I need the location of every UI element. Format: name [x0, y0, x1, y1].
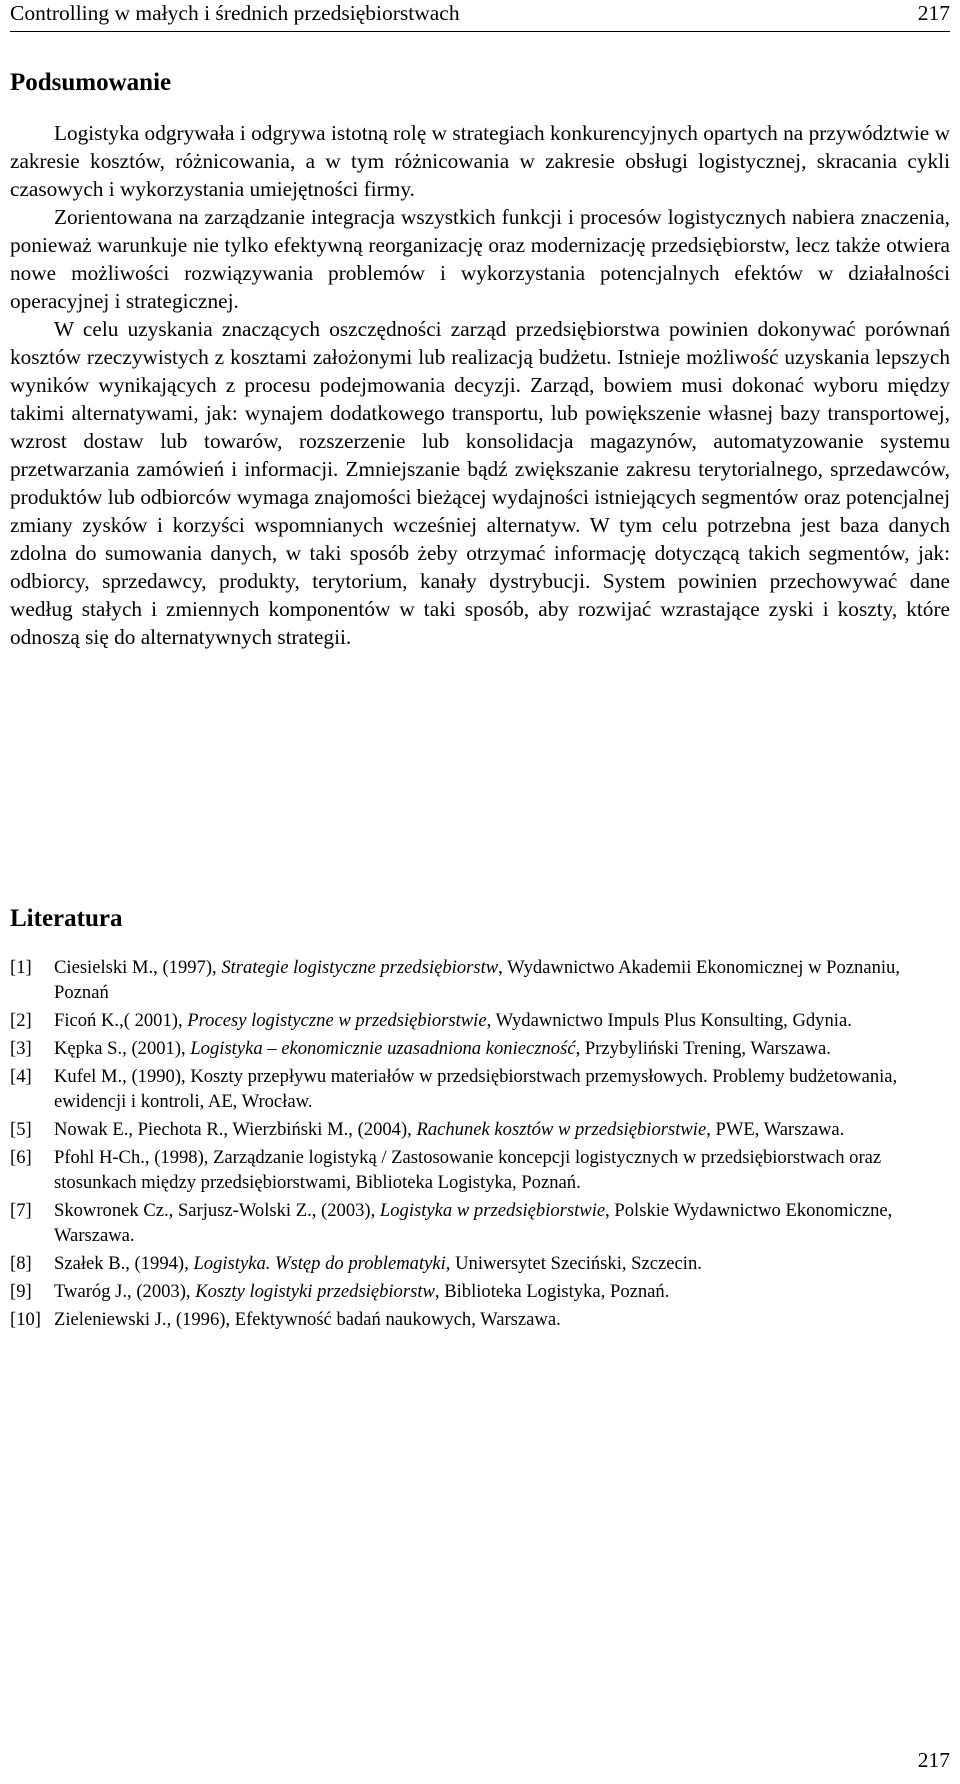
reference-text: Nowak E., Piechota R., Wierzbiński M., (2004),: [54, 1119, 417, 1140]
running-header-title: Controlling w małych i średnich przedsiębiorstwach: [10, 1, 460, 25]
summary-paragraph-1: Logistyka odgrywała i odgrywa istotną rolę w strategiach konkurencyjnych opartych na przywództwie w zakresie kosztów, różnicowania, a w tym różnicowania w zakresie obsługi logistycznej, skracania cykli czasowych i wykorzystania umiejętności firmy.: [10, 121, 950, 201]
reference-text: Ciesielski M., (1997),: [54, 957, 222, 978]
reference-details: , Wydawnictwo Impuls Plus Konsulting, Gdynia.: [486, 1010, 852, 1031]
reference-label: [5]: [10, 1119, 32, 1140]
reference-item: [10, 1145, 950, 1195]
reference-details: , Uniwersytet Szeciński, Szczecin.: [445, 1253, 702, 1274]
summary-paragraph-3: W celu uzyskania znaczących oszczędności zarząd przedsiębiorstwa powinien dokonywać porównań kosztów rzeczywistych z kosztami założonymi lub realizacją budżetu. Istnieje możliwość uzyskania lepszych wyników wynikających z procesu podejmowania decyzji. Zarząd, bowiem musi dokonać wyboru między takimi alternatywami, jak: wynajem dodatkowego transportu, lub powiększenie własnej bazy transportowej, wzrost dostaw lub towarów, rozszerzenie lub konsolidacja magazynów, automatyzowanie systemu przetwarzania zamówień i informacji. Zmniejszanie bądź zwiększanie zakresu terytorialnego, sprzedawców, produktów lub odbiorców wymaga znajomości bieżącej wydajności istniejących segmentów oraz potencjalnej zmiany zysków i korzyści wspomnianych wcześniej alternatyw. W tym celu potrzebna jest baza danych zdolna do sumowania danych, w taki sposób żeby otrzymać informację dotyczącą takich segmentów, jak: odbiorcy, sprzedawcy, produkty, terytorium, kanały dystrybucji. System powinien przechowywać dane według stałych i zmiennych komponentów w taki sposób, aby rozwijać wzrastające zyski i koszty, które odnoszą się do alternatywnych strategii.: [10, 317, 950, 649]
reference-details: , Biblioteka Logistyka, Poznań.: [434, 1281, 670, 1302]
section-title-summary: Podsumowanie: [10, 69, 172, 96]
reference-title: Logistyka. Wstęp do problematyki: [193, 1253, 446, 1274]
reference-details: , PWE, Warszawa.: [706, 1119, 845, 1140]
reference-label: [3]: [10, 1038, 32, 1059]
reference-text: Zieleniewski J., (1996), Efektywność badań naukowych, Warszawa.: [54, 1309, 561, 1330]
reference-item: [10, 1198, 950, 1248]
reference-item: [10, 1307, 950, 1332]
reference-text: Twaróg J., (2003),: [54, 1281, 196, 1302]
reference-item: [10, 1036, 950, 1061]
reference-label: [9]: [10, 1281, 32, 1302]
reference-label: [10]: [10, 1309, 41, 1330]
reference-details: , Polskie Wydawnictwo Ekonomiczne, Warszawa.: [54, 1200, 893, 1246]
reference-item: [10, 1117, 950, 1142]
reference-list: [10, 955, 950, 1332]
reference-text: Szałek B., (1994),: [54, 1253, 194, 1274]
reference-item: [10, 1008, 950, 1033]
reference-title: Logistyka – ekonomicznie uzasadniona konieczność: [190, 1038, 576, 1059]
summary-paragraph-2: Zorientowana na zarządzanie integracja wszystkich funkcji i procesów logistycznych nabiera znaczenia, ponieważ warunkuje nie tylko efektywną reorganizację oraz modernizację przedsiębiorstw, lecz także otwiera nowe możliwości rozwiązywania problemów i wykorzystania potencjalnych efektów w działalności operacyjnej i strategicznej.: [10, 205, 950, 313]
footer-page-number: 217: [917, 1748, 950, 1772]
reference-text: Skowronek Cz., Sarjusz-Wolski Z., (2003),: [54, 1200, 380, 1221]
reference-text: Pfohl H-Ch., (1998), Zarządzanie logistyką / Zastosowanie koncepcji logistycznych w przedsiębiorstwach oraz stosunkach między przedsiębiorstwami, Biblioteka Logistyka, Poznań.: [54, 1147, 882, 1193]
reference-title: Strategie logistyczne przedsiębiorstw: [221, 957, 499, 978]
reference-item: [10, 1251, 950, 1276]
reference-details: , Wydawnictwo Akademii Ekonomicznej w Poznaniu, Poznań: [54, 957, 901, 1003]
reference-label: [6]: [10, 1147, 32, 1168]
reference-text: Kępka S., (2001),: [54, 1038, 191, 1059]
reference-title: Rachunek kosztów w przedsiębiorstwie: [416, 1119, 707, 1140]
reference-title: Procesy logistyczne w przedsiębiorstwie: [187, 1010, 487, 1031]
reference-label: [8]: [10, 1253, 32, 1274]
reference-label: [4]: [10, 1066, 32, 1087]
reference-title: Logistyka w przedsiębiorstwie: [379, 1200, 606, 1221]
reference-label: [1]: [10, 957, 32, 978]
reference-item: [10, 955, 950, 1005]
running-header-page-number: 217: [917, 1, 950, 25]
summary-body: [10, 119, 950, 651]
reference-title: Koszty logistyki przedsiębiorstw: [195, 1281, 435, 1302]
running-header: [10, 0, 950, 32]
section-title-literature: Literatura: [10, 905, 123, 932]
reference-item: [10, 1279, 950, 1304]
reference-label: [2]: [10, 1010, 32, 1031]
reference-item: [10, 1064, 950, 1114]
reference-label: [7]: [10, 1200, 32, 1221]
reference-details: , Przybyliński Trening, Warszawa.: [575, 1038, 831, 1059]
reference-text: Ficoń K.,( 2001),: [54, 1010, 188, 1031]
reference-text: Kufel M., (1990), Koszty przepływu materiałów w przedsiębiorstwach przemysłowych. Problemy budżetowania, ewidencji i kontroli, AE, Wrocław.: [54, 1066, 898, 1112]
